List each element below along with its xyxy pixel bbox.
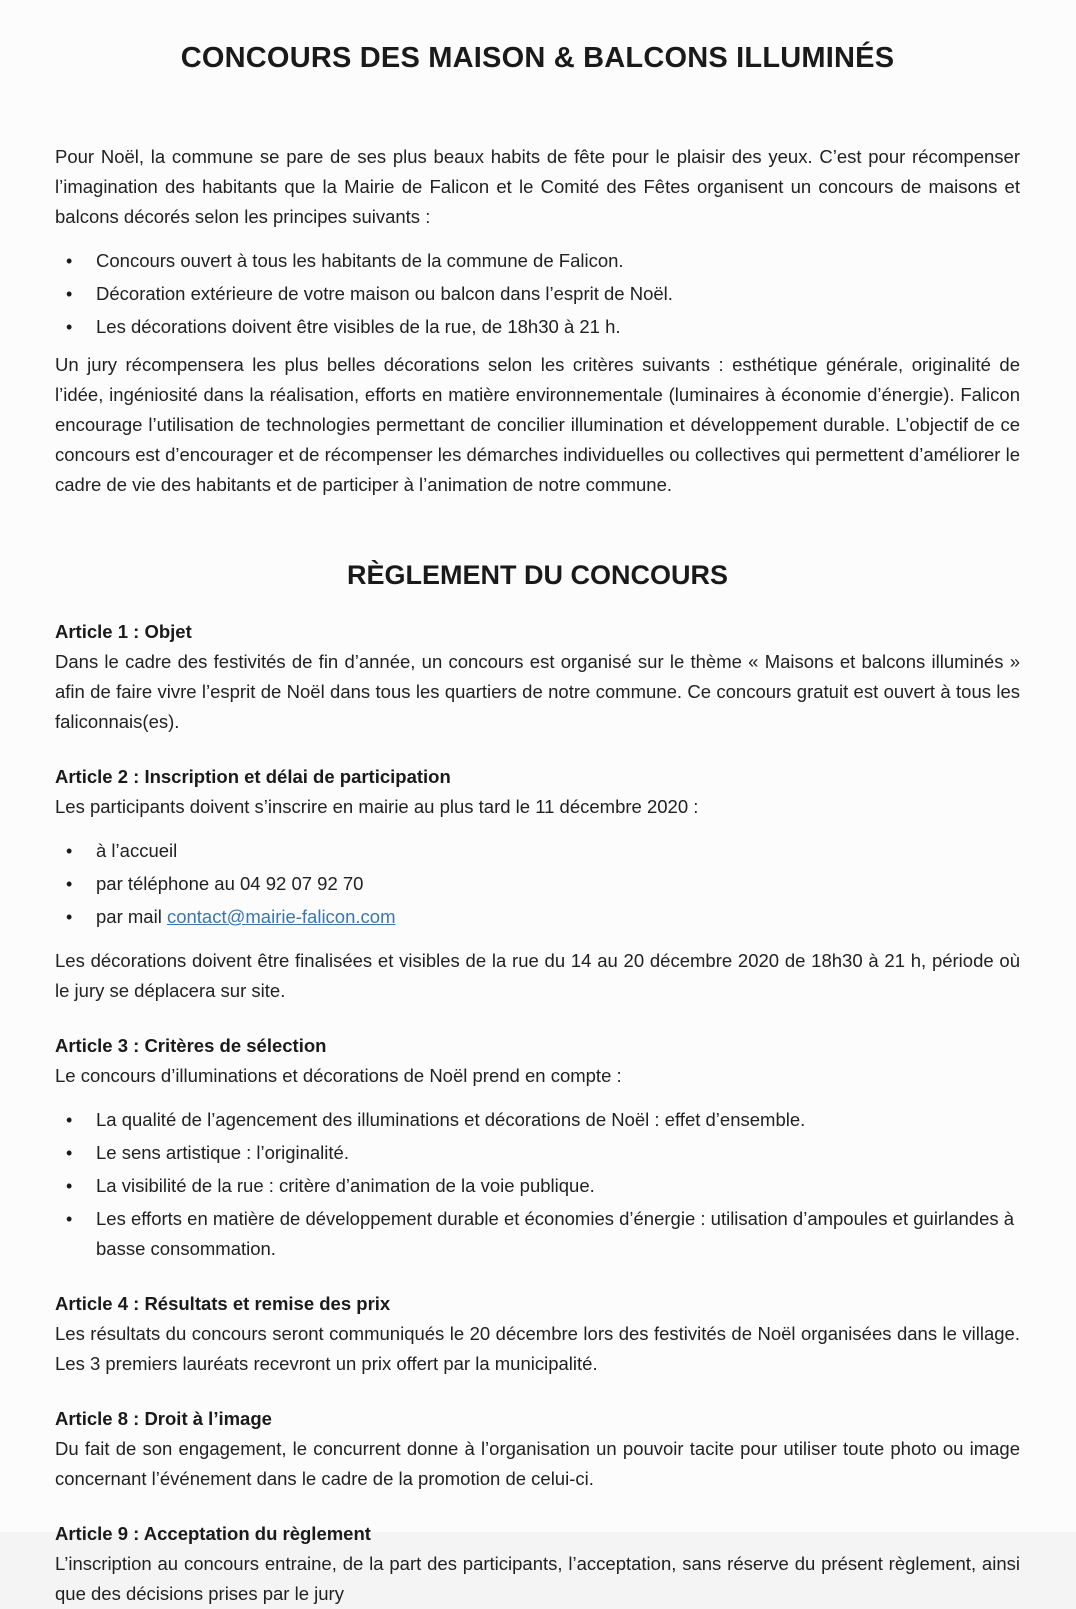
article-9-body: L’inscription au concours entraine, de la part des participants, l’acceptation, sans réserve du présent règlement, ainsi que des décisions prises par le jury — [55, 1553, 1020, 1604]
list-item: • La visibilité de la rue : critère d’animation de la voie publique. — [55, 1171, 1020, 1201]
article-4-heading: Article 4 : Résultats et remise des prix — [55, 1293, 391, 1314]
list-item-email — [55, 902, 1020, 932]
article-2-after-paragraph: Les décorations doivent être finalisées et visibles de la rue du 14 au 20 décembre 2020 de 18h30 à 21 h, période où le jury se déplacera sur site. — [55, 950, 1020, 1001]
article-1-heading: Article 1 : Objet — [55, 621, 192, 642]
rules-section-heading: RÈGLEMENT DU CONCOURS — [346, 560, 728, 590]
intro-bullet-list — [55, 246, 1020, 342]
article-8 — [55, 1404, 1020, 1494]
intro-paragraph: Pour Noël, la commune se pare de ses plus beaux habits de fête pour le plaisir des yeux. C’est pour récompenser l’imagination des habitants que la Mairie de Falicon et le Comité des Fêtes organisent un concours de maisons et balcons décorés selon les principes suivants : — [55, 146, 1020, 227]
article-9-heading: Article 9 : Acceptation du règlement — [55, 1523, 371, 1544]
jury-paragraph: Un jury récompensera les plus belles décorations selon les critères suivants : esthétique générale, originalité de l’idée, ingéniosité dans la réalisation, efforts en matière environnementale (luminaires à économie d’énergie). Falicon encourage l’utilisation de technologies permettant de concilier illumination et développement durable. L’objectif de ce concours est d’encourager et de récompenser les démarches individuelles ou collectives qui permettent d’améliorer le cadre de vie des habitants et de participer à l’animation de notre commune. — [55, 354, 1020, 495]
criteria-bullet-list — [55, 1105, 1020, 1264]
list-item: • Le sens artistique : l’originalité. — [55, 1138, 1020, 1168]
page-title: CONCOURS DES MAISON & BALCONS ILLUMINÉS — [180, 42, 895, 74]
list-item: • Les décorations doivent être visibles de la rue, de 18h30 à 21 h. — [55, 312, 1020, 342]
email-link[interactable]: contact@mairie-falicon.com — [166, 906, 396, 927]
list-item: • Concours ouvert à tous les habitants de la commune de Falicon. — [55, 246, 1020, 276]
article-2 — [55, 762, 1020, 1006]
article-1-body: Dans le cadre des festivités de fin d’année, un concours est organisé sur le thème « Maisons et balcons illuminés » afin de faire vivre l’esprit de Noël dans tous les quartiers de notre commune. Ce concours gratuit est ouvert à tous les faliconnais(es). — [55, 651, 1020, 732]
list-item: • à l’accueil — [55, 836, 1020, 866]
article-3-heading: Article 3 : Critères de sélection — [55, 1035, 327, 1056]
article-2-lead: Les participants doivent s’inscrire en mairie au plus tard le 11 décembre 2020 : — [55, 796, 699, 817]
list-item: • par téléphone au 04 92 07 92 70 — [55, 869, 1020, 899]
article-3-lead: Le concours d’illuminations et décorations de Noël prend en compte : — [55, 1065, 622, 1086]
article-1 — [55, 617, 1020, 737]
list-item: • La qualité de l’agencement des illuminations et décorations de Noël : effet d’ensemble. — [55, 1105, 1020, 1135]
email-bullet-prefix: par mail — [96, 906, 162, 927]
article-2-heading: Article 2 : Inscription et délai de participation — [55, 766, 451, 787]
article-3 — [55, 1031, 1020, 1264]
article-8-heading: Article 8 : Droit à l’image — [55, 1408, 272, 1429]
registration-bullet-list — [55, 836, 1020, 932]
article-9 — [55, 1519, 1020, 1609]
list-item: • Les efforts en matière de développement durable et économies d’énergie : utilisation d’ampoules et guirlandes à basse consommation. — [55, 1204, 1020, 1264]
list-item: • Décoration extérieure de votre maison ou balcon dans l’esprit de Noël. — [55, 279, 1020, 309]
article-4 — [55, 1289, 1020, 1379]
article-8-body: Du fait de son engagement, le concurrent donne à l’organisation un pouvoir tacite pour utiliser toute photo ou image concernant l’événement dans le cadre de la promotion de celui-ci. — [55, 1438, 1020, 1489]
article-4-body: Les résultats du concours seront communiqués le 20 décembre lors des festivités de Noël organisées dans le village. Les 3 premiers lauréats recevront un prix offert par la municipalité. — [55, 1323, 1020, 1374]
